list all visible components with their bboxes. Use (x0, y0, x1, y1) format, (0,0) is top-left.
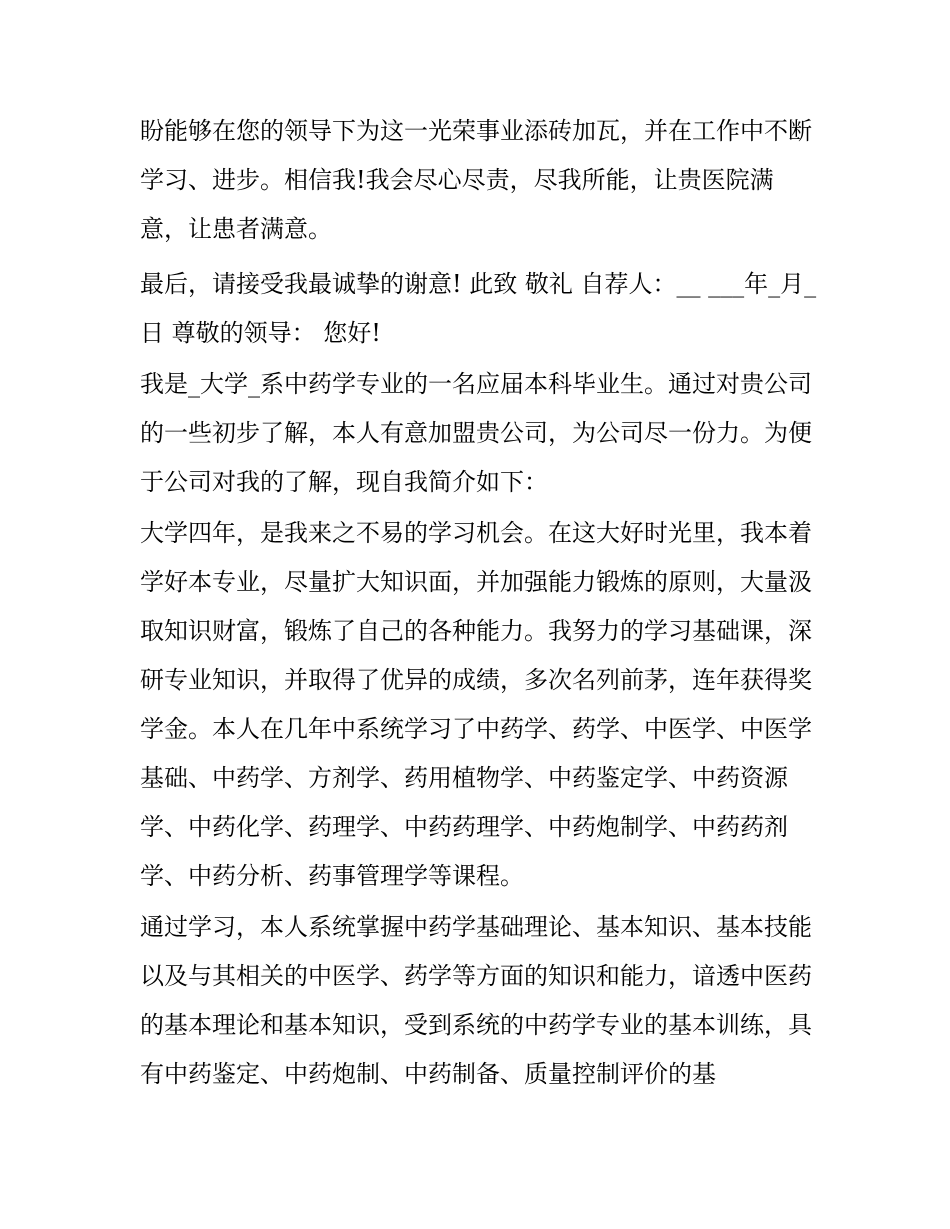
paragraph-closing-salutation: 最后，请接受我最诚挚的谢意! 此致 敬礼 自荐人：__ ___年_月_日 尊敬的领导： 您好! (140, 270, 817, 347)
document-body (140, 107, 820, 1103)
paragraph-skills: 通过学习，本人系统掌握中药学基础理论、基本知识、基本技能以及与其相关的中医学、药学等方面的知识和能力，谙透中医药的基本理论和基本知识，受到系统的中药学专业的基本训练，具有中药鉴定、中药炮制、中药制备、质量控制评价的基 (140, 913, 812, 1088)
paragraph-closing-hope: 盼能够在您的领导下为这一光荣事业添砖加瓦，并在工作中不断学习、进步。相信我!我会尽心尽责，尽我所能，让贵医院满意，让患者满意。 (140, 117, 812, 243)
paragraph-introduction: 我是_大学_系中药学专业的一名应届本科毕业生。通过对贵公司的一些初步了解，本人有意加盟贵公司，为公司尽一份力。为便于公司对我的了解，现自我简介如下： (140, 370, 812, 496)
paragraph-university-study: 大学四年，是我来之不易的学习机会。在这大好时光里，我本着学好本专业，尽量扩大知识面，并加强能力锻炼的原则，大量汲取知识财富，锻炼了自己的各种能力。我努力的学习基础课，深研专业知识，并取得了优异的成绩，多次名列前茅，连年获得奖学金。本人在几年中系统学习了中药学、药学、中医学、中医学基础、中药学、方剂学、药用植物学、中药鉴定学、中药资源学、中药化学、药理学、中药药理学、中药炮制学、中药药剂学、中药分析、药事管理学等课程。 (140, 519, 812, 890)
